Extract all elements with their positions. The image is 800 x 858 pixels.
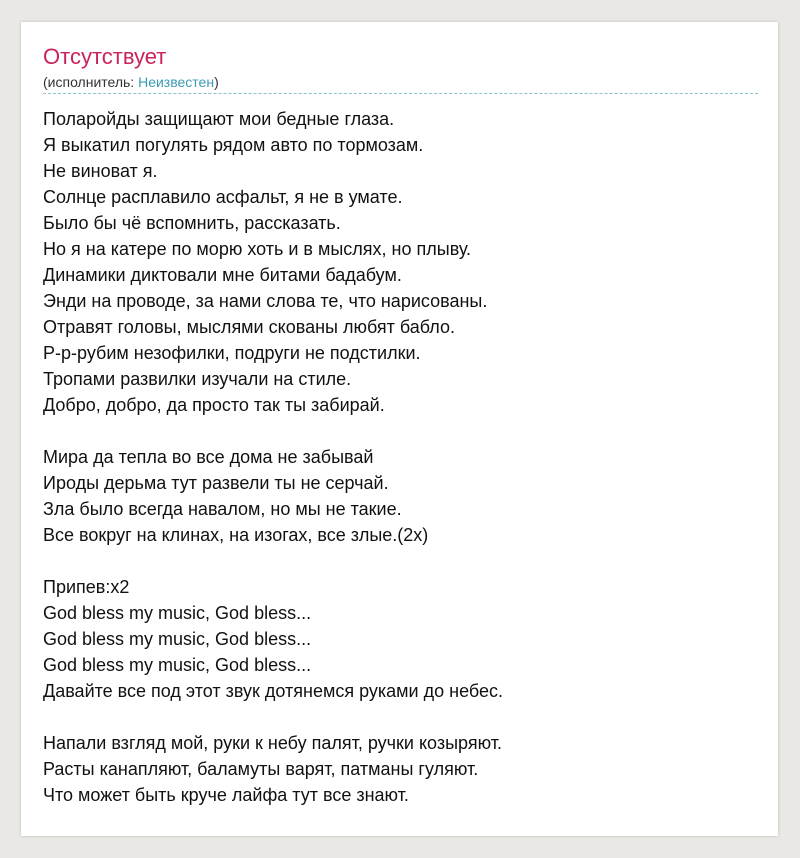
- title-divider: [43, 93, 758, 94]
- lyric-line: Что может быть круче лайфа тут все знают.: [43, 785, 409, 805]
- chorus-label: Припев:x2: [43, 577, 130, 597]
- stanza-gap: [43, 418, 503, 444]
- lyric-line: Было бы чё вспомнить, рассказать.: [43, 213, 341, 233]
- lyric-line: Динамики диктовали мне битами бадабум.: [43, 265, 402, 285]
- lyric-line: Ироды дерьма тут развели ты не серчай.: [43, 473, 389, 493]
- lyric-line: Поларойды защищают мои бедные глаза.: [43, 109, 395, 129]
- song-title: Отсутствует: [43, 44, 167, 69]
- stanza-gap: [43, 548, 503, 574]
- stanza-gap: [43, 704, 503, 730]
- lyric-line: Зла было всегда навалом, но мы не такие.: [43, 499, 402, 519]
- lyric-line: Напали взгляд мой, руки к небу палят, ручки козыряют.: [43, 733, 502, 753]
- lyric-line: Но я на катере по морю хоть и в мыслях, но плыву.: [43, 239, 472, 259]
- lyric-line: Мира да тепла во все дома не забывай: [43, 447, 374, 467]
- lyric-line: Р-р-рубим незофилки, подруги не подстилки.: [43, 343, 421, 363]
- lyric-line: Энди на проводе, за нами слова те, что нарисованы.: [43, 291, 488, 311]
- lyric-line: Расты канапляют, баламуты варят, патманы гуляют.: [43, 759, 479, 779]
- meta-prefix: (исполнитель:: [43, 74, 139, 90]
- lyric-line: Все вокруг на клинах, на изогах, все злые.(2x): [43, 525, 429, 545]
- lyric-line: Солнце расплавило асфальт, я не в умате.: [43, 187, 403, 207]
- lyric-line: Добро, добро, да просто так ты забирай.: [43, 395, 385, 415]
- lyrics-body: [43, 106, 503, 808]
- lyric-line: Я выкатил погулять рядом авто по тормозам.: [43, 135, 424, 155]
- lyric-line: God bless my music, God bless...: [43, 629, 312, 649]
- lyric-line: Тропами развилки изучали на стиле.: [43, 369, 352, 389]
- lyric-line: God bless my music, God bless...: [43, 603, 312, 623]
- meta-suffix: ): [214, 74, 219, 90]
- lyric-line: Давайте все под этот звук дотянемся руками до небес.: [43, 681, 503, 701]
- artist-link[interactable]: Неизвестен: [138, 74, 215, 90]
- lyrics-card: [21, 22, 778, 836]
- lyric-line: Не виноват я.: [43, 161, 158, 181]
- song-meta: [43, 73, 219, 91]
- lyric-line: God bless my music, God bless...: [43, 655, 312, 675]
- lyric-line: Отравят головы, мыслями скованы любят бабло.: [43, 317, 455, 337]
